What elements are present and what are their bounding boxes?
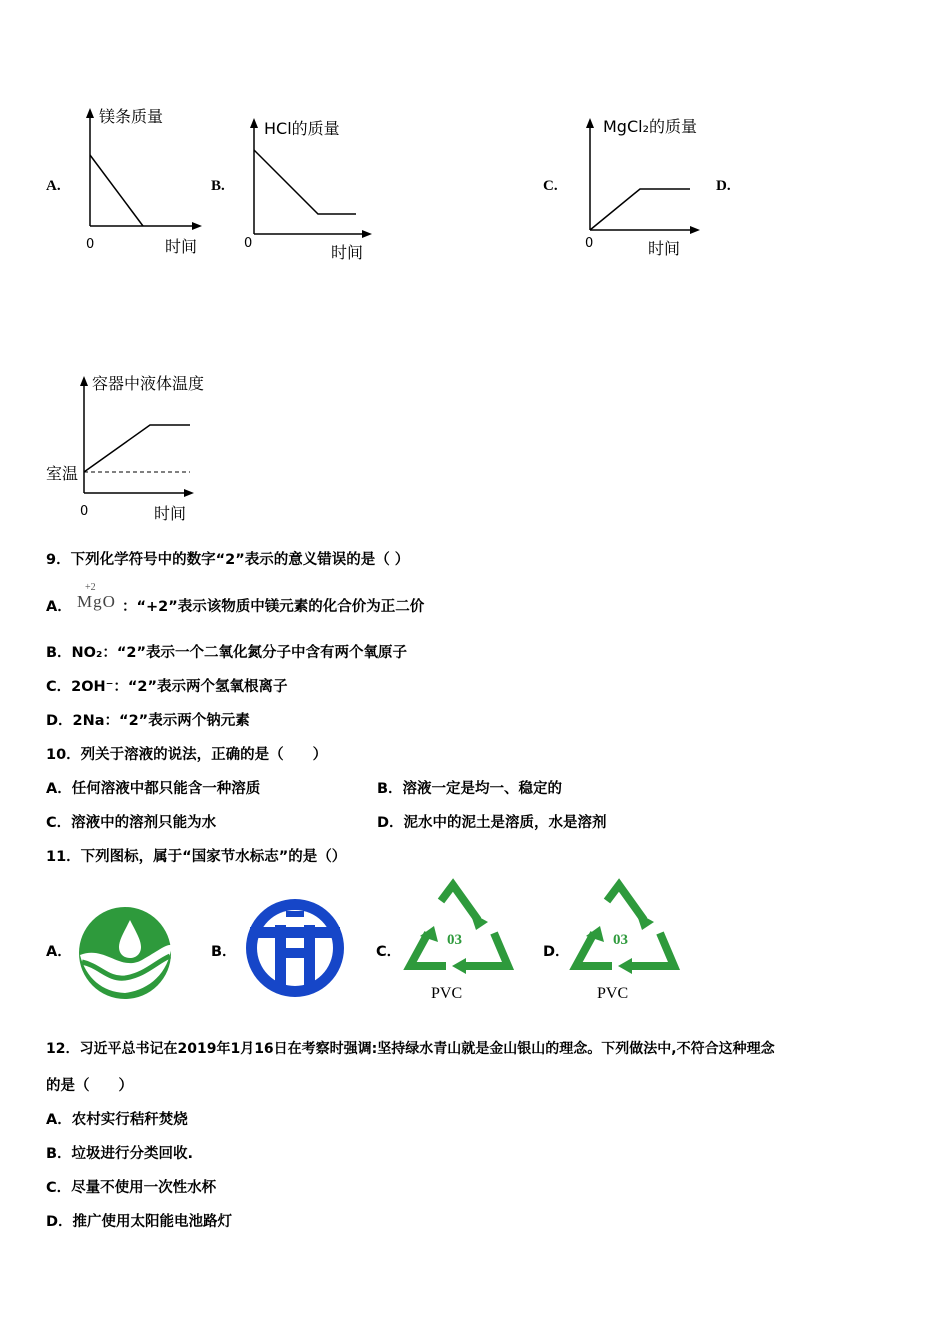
- graph-c-ylabel: MgCl₂的质量: [603, 117, 697, 136]
- graph-d-xlabel: 时间: [154, 504, 187, 523]
- q9-option-a-text: ：“+2”表示该物质中镁元素的化合价为正二价: [122, 599, 425, 615]
- option-a-label: A.: [46, 178, 61, 194]
- graph-c-xlabel: 时间: [648, 239, 681, 258]
- graph-b-origin: 0: [244, 236, 253, 251]
- q9-option-a-label: A．: [46, 599, 72, 615]
- q9-option-d: D．2Na：“2”表示两个钠元素: [46, 713, 250, 729]
- graph-b-xlabel: 时间: [331, 243, 364, 262]
- recycle-text-d: PVC: [597, 985, 629, 1002]
- q12-option-d: D．推广使用太阳能电池路灯: [46, 1214, 233, 1230]
- recycle-number-d: 03: [613, 932, 628, 948]
- graph-a-ylabel: 镁条质量: [99, 107, 164, 126]
- q12-stem-line2: 的是（ ）: [46, 1078, 133, 1094]
- q11-option-d-label: D．: [543, 944, 570, 960]
- q9-formula: MgO: [77, 592, 116, 611]
- q9-valence: +2: [85, 582, 96, 593]
- graph-a-xlabel: 时间: [165, 237, 198, 256]
- recycle-text-c: PVC: [431, 985, 463, 1002]
- option-c-label: C.: [543, 178, 558, 194]
- option-d-label: D.: [716, 178, 731, 194]
- graph-d-room-temp: 室温: [46, 464, 79, 483]
- q11-stem: 11．下列图标，属于“国家节水标志”的是（）: [46, 849, 347, 865]
- graph-b-ylabel: HCl的质量: [264, 119, 340, 138]
- graph-d-ylabel: 容器中液体温度: [92, 374, 205, 393]
- q12-option-b: B．垃圾进行分类回收.: [46, 1146, 194, 1162]
- q11-option-c-label: C．: [376, 944, 402, 960]
- recycle-number-c: 03: [447, 932, 462, 948]
- q12-option-a: A．农村实行秸秆焚烧: [46, 1112, 188, 1128]
- q11-option-b-label: B．: [211, 944, 237, 960]
- q12-stem-line1: 12．习近平总书记在2019年1月16日在考察时强调:坚持绿水青山就是金山银山的理念。下列做法中,不符合这种理念: [46, 1041, 775, 1057]
- option-b-label: B.: [211, 178, 225, 194]
- q12-option-c: C．尽量不使用一次性水杯: [46, 1180, 217, 1196]
- q11-option-a-label: A．: [46, 944, 72, 960]
- graph-d-origin: 0: [80, 504, 89, 519]
- q9-stem: 9．下列化学符号中的数字“2”表示的意义错误的是（ ）: [46, 552, 410, 568]
- q10-option-a: A．任何溶液中都只能含一种溶质: [46, 781, 261, 797]
- q10-option-b: B．溶液一定是均一、稳定的: [377, 781, 563, 797]
- q10-option-c: C．溶液中的溶剂只能为水: [46, 815, 217, 831]
- q9-option-b: B．NO₂：“2”表示一个二氧化氮分子中含有两个氧原子: [46, 645, 408, 661]
- graph-c-origin: 0: [585, 236, 594, 251]
- q9-option-c: C．2OH⁻：“2”表示两个氢氧根离子: [46, 679, 288, 695]
- q10-stem: 10．列关于溶液的说法，正确的是（ ）: [46, 747, 328, 763]
- q10-option-d: D．泥水中的泥土是溶质，水是溶剂: [377, 815, 607, 831]
- graph-a-origin: 0: [86, 237, 95, 252]
